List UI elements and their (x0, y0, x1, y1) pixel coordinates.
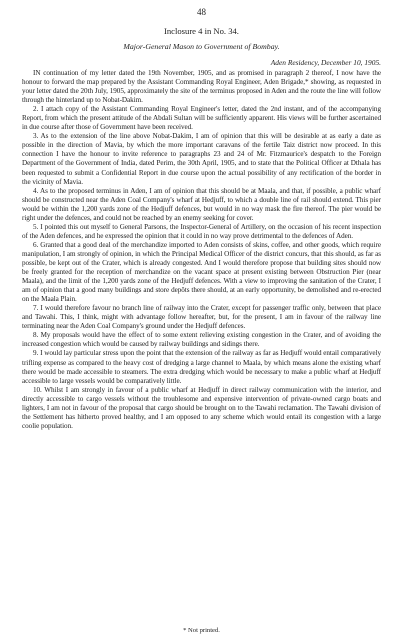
paragraph-8: 8. My proposals would have the effect of to some extent relieving existing congestion in the Crater, and of avoiding the increased congestion which would be caused by railway buildings and sidings there. (22, 331, 381, 349)
paragraph-1: IN continuation of my letter dated the 19th November, 1905, and as promised in paragraph 2 thereof, I now have the honour to forward the map prepared by the Assistant Commanding Royal Engineer, Aden Brigade,* showing, as requested in your letter dated the 20th July, 1905, approximately the site of the terminus proposed in Aden and the route the line will follow through the hinterland up to Nobat-Dakim. (22, 69, 381, 105)
page-number: 48 (197, 7, 206, 17)
letter-dateline: Aden Residency, December 10, 1905. (270, 58, 381, 67)
paragraph-2: 2. I attach copy of the Assistant Commanding Royal Engineer's letter, dated the 2nd instant, and of the accompanying Report, from which the present attitude of the Abdali Sultan will be sufficiently apparent. His views will be further ascertained in due course after those of Government have been received. (22, 105, 381, 132)
paragraph-10: 10. Whilst I am strongly in favour of a public wharf at Hedjuff in direct railway communication with the interior, and directly accessible to cargo vessels without the troublesome and expensive intervention of private-owned cargo boats and lighters, I am not in favour of the proposal that cargo should be brought on to the Tawahi reclamation. The Tawahi division of the Settlement has hitherto proved healthy, and I am opposed to any scheme which would entail its congestion with a large coolie population. (22, 385, 381, 430)
paragraph-9: 9. I would lay particular stress upon the point that the extension of the railway as far as Hedjuff would entail comparatively trifling expense as compared to the heavy cost of dredging a large channel to Maala, by which means alone the existing wharf there would be made accessible to steamers. The extra dredging which would be necessary to make a public wharf at Hedjuff accessible to large vessels would be comparatively little. (22, 349, 381, 385)
letter-heading: Major-General Mason to Government of Bombay. (123, 42, 280, 51)
paragraph-3: 3. As to the extension of the line above Nobat-Dakim, I am of opinion that this will be desirable at as early a date as possible in the direction of Mavia, by which the more important caravans of the fertile Taiz district now proceed. In this connection I have the honour to invite reference to paragraphs 23 and 24 of Mr. Fitzmaurice's despatch to the Foreign Department of the Government of India, dated Perim, the 30th April, 1905, and to state that the Political Officer at Dthala has been requested to submit a Confidential Report in due course upon the actual possibility of any rectification of the border in the vicinity of Mavia. (22, 132, 381, 186)
paragraph-4: 4. As to the proposed terminus in Aden, I am of opinion that this should be at Maala, and that, if possible, a public wharf should be constructed near the Aden Coal Company's wharf at Hedjuff, to which a double line of rail should extend. This pier would be within the 1,200 yards zone of the Hedjuff defences, but would in no way mask the fire thereof. The pier would be right under the defences, and could not be reached by an enemy seeking for cover. (22, 186, 381, 222)
paragraph-7: 7. I would therefore favour no branch line of railway into the Crater, except for passenger traffic only, between that place and Tawahi. This, I think, might with advantage follow hereafter, but, for the present, I am in favour of the railway line terminating near the Aden Coal Company's ground under the Hedjuff defences. (22, 304, 381, 331)
paragraph-6: 6. Granted that a good deal of the merchandize imported to Aden consists of skins, coffee, and other goods, which require manipulation, I am strongly of opinion, in which the Principal Medical Officer of the district concurs, that this should, as far as possible, be kept out of the Crater, which is already congested. And I would therefore propose that building sites should now be freely granted for the reception of merchandize on the vacant space at present existing between Obstruction Pier (near Maala), and the limit of the 1,200 yards zone of the Hedjuff defences. With a view to improving the sanitation of the Crater, I am of opinion that a good many buildings and store depôts there should, at an early opportunity, be demolished and re-erected on the Maala Plain. (22, 240, 381, 304)
paragraph-5: 5. I pointed this out myself to General Parsons, the Inspector-General of Artillery, on the occasion of his recent inspection of the Aden defences, and he expressed the opinion that it could in no way prove detrimental to the defences of Aden. (22, 222, 381, 240)
footnote: * Not printed. (183, 627, 220, 634)
inclosure-title: Inclosure 4 in No. 34. (164, 26, 239, 36)
